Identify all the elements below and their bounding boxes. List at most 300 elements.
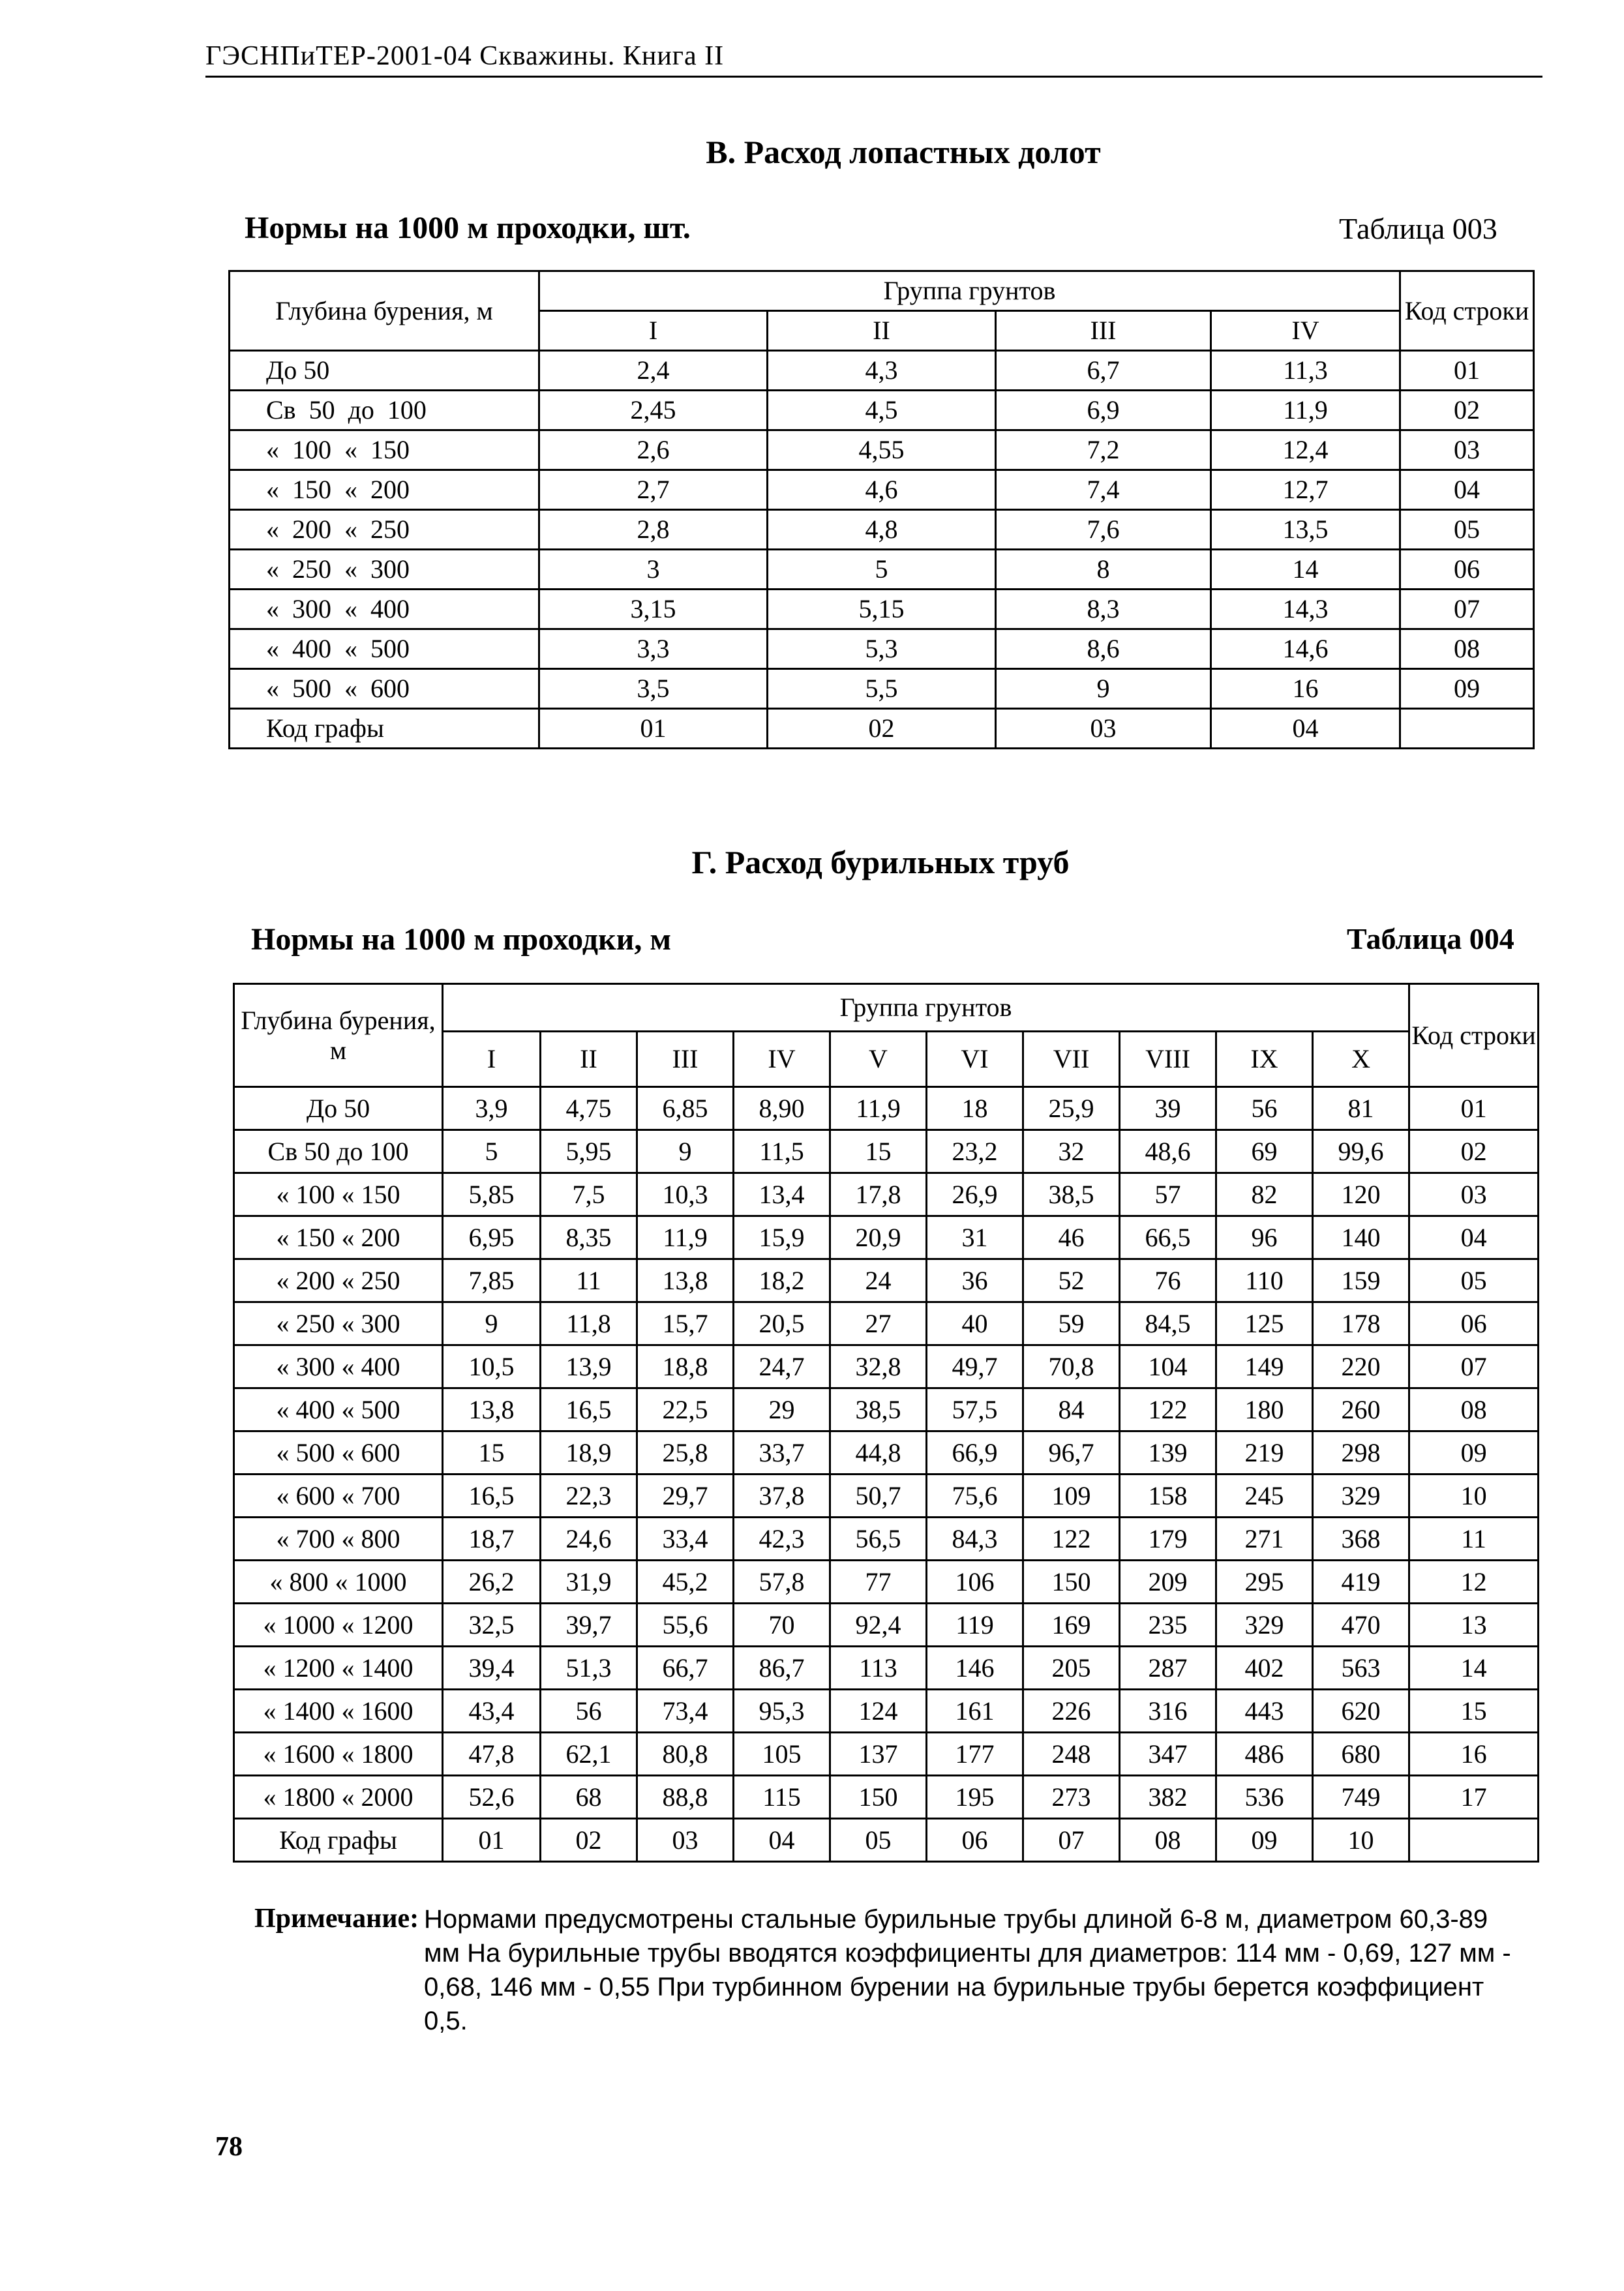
value-cell: 56 [541,1690,637,1733]
value-cell: 66,9 [927,1431,1023,1475]
column-code-cell: 02 [768,709,996,749]
value-cell: 419 [1313,1561,1409,1604]
value-cell: 4,6 [768,470,996,510]
value-cell: 110 [1216,1259,1313,1302]
row-code-cell: 04 [1409,1216,1539,1259]
value-cell: 31 [927,1216,1023,1259]
value-cell: 220 [1313,1345,1409,1388]
t004-group-col: II [541,1032,637,1087]
value-cell: 88,8 [637,1776,734,1819]
value-cell: 9 [996,669,1211,709]
value-cell: 57,5 [927,1388,1023,1431]
value-cell: 486 [1216,1733,1313,1776]
column-code-cell: 06 [927,1819,1023,1862]
value-cell: 11,9 [1211,391,1400,430]
value-cell: 57,8 [734,1561,830,1604]
t004-group-col: VII [1023,1032,1120,1087]
value-cell: 18,2 [734,1259,830,1302]
table-row [234,1647,1539,1690]
value-cell: 45,2 [637,1561,734,1604]
table-003-code-header: Код строки [1400,271,1534,351]
value-cell: 150 [830,1776,927,1819]
value-cell: 271 [1216,1518,1313,1561]
value-cell: 26,2 [443,1561,541,1604]
depth-cell: « 200 « 250 [230,510,539,550]
value-cell: 125 [1216,1302,1313,1345]
value-cell: 3,3 [539,629,768,669]
value-cell: 4,75 [541,1087,637,1130]
value-cell: 77 [830,1561,927,1604]
value-cell: 140 [1313,1216,1409,1259]
value-cell: 295 [1216,1561,1313,1604]
t004-group-col: X [1313,1032,1409,1087]
row-code-cell: 05 [1409,1259,1539,1302]
t004-group-col: IV [734,1032,830,1087]
value-cell: 12,7 [1211,470,1400,510]
column-code-cell: 02 [541,1819,637,1862]
value-cell: 20,5 [734,1302,830,1345]
value-cell: 82 [1216,1173,1313,1216]
table-003-body [230,351,1534,749]
value-cell: 7,5 [541,1173,637,1216]
table-004-group-header: Группа грунтов [443,984,1409,1032]
value-cell: 96 [1216,1216,1313,1259]
value-cell: 33,7 [734,1431,830,1475]
row-code-cell: 07 [1400,590,1534,629]
value-cell: 24 [830,1259,927,1302]
value-cell: 146 [927,1647,1023,1690]
value-cell: 6,95 [443,1216,541,1259]
table-row [230,550,1534,590]
value-cell: 42,3 [734,1518,830,1561]
depth-cell: « 300 « 400 [230,590,539,629]
value-cell: 287 [1120,1647,1216,1690]
value-cell: 4,55 [768,430,996,470]
section-g-title: Г. Расход бурильных труб [691,844,1070,880]
value-cell: 14 [1211,550,1400,590]
value-cell: 13,4 [734,1173,830,1216]
value-cell: 10,3 [637,1173,734,1216]
depth-cell: « 100 « 150 [234,1173,443,1216]
value-cell: 37,8 [734,1475,830,1518]
value-cell: 15,9 [734,1216,830,1259]
t004-group-col: VI [927,1032,1023,1087]
value-cell: 536 [1216,1776,1313,1819]
value-cell: 8 [996,550,1211,590]
value-cell: 2,8 [539,510,768,550]
value-cell: 122 [1023,1518,1120,1561]
value-cell: 66,7 [637,1647,734,1690]
row-code-cell: 14 [1409,1647,1539,1690]
row-code-cell: 10 [1409,1475,1539,1518]
depth-cell: « 1600 « 1800 [234,1733,443,1776]
value-cell: 113 [830,1647,927,1690]
t003-group-col: IV [1211,311,1400,351]
value-cell: 169 [1023,1604,1120,1647]
value-cell: 105 [734,1733,830,1776]
row-code-cell: 15 [1409,1690,1539,1733]
table-003 [228,270,1535,749]
table-003-group-header: Группа грунтов [539,271,1400,311]
value-cell: 49,7 [927,1345,1023,1388]
value-cell: 81 [1313,1087,1409,1130]
value-cell: 159 [1313,1259,1409,1302]
value-cell: 29 [734,1388,830,1431]
value-cell: 25,8 [637,1431,734,1475]
value-cell: 25,9 [1023,1087,1120,1130]
value-cell: 180 [1216,1388,1313,1431]
column-code-label: Код графы [230,709,539,749]
table-003-depth-header: Глубина бурения, м [230,271,539,351]
value-cell: 470 [1313,1604,1409,1647]
table-row [234,1733,1539,1776]
column-code-cell: 04 [734,1819,830,1862]
row-code-cell: 03 [1409,1173,1539,1216]
value-cell: 8,6 [996,629,1211,669]
value-cell: 7,4 [996,470,1211,510]
table-004 [233,983,1539,1863]
value-cell: 31,9 [541,1561,637,1604]
value-cell: 260 [1313,1388,1409,1431]
column-code-cell: 04 [1211,709,1400,749]
value-cell: 298 [1313,1431,1409,1475]
column-code-cell: 01 [539,709,768,749]
row-code-cell: 09 [1409,1431,1539,1475]
value-cell: 620 [1313,1690,1409,1733]
depth-cell: « 1400 « 1600 [234,1690,443,1733]
value-cell: 15 [830,1130,927,1173]
value-cell: 18 [927,1087,1023,1130]
value-cell: 39,4 [443,1647,541,1690]
value-cell: 5,85 [443,1173,541,1216]
table-row [234,1604,1539,1647]
table-row [234,1518,1539,1561]
t004-group-col: III [637,1032,734,1087]
value-cell: 18,9 [541,1431,637,1475]
t004-group-col: I [443,1032,541,1087]
depth-cell: Св 50 до 100 [230,391,539,430]
value-cell: 32,8 [830,1345,927,1388]
value-cell: 11,5 [734,1130,830,1173]
section-b-title: В. Расход лопастных долот [706,134,1101,170]
value-cell: 52 [1023,1259,1120,1302]
table-row [230,351,1534,391]
value-cell: 14,3 [1211,590,1400,629]
value-cell: 2,4 [539,351,768,391]
value-cell: 47,8 [443,1733,541,1776]
value-cell: 39 [1120,1087,1216,1130]
value-cell: 15 [443,1431,541,1475]
table-row [230,391,1534,430]
value-cell: 178 [1313,1302,1409,1345]
value-cell: 18,8 [637,1345,734,1388]
value-cell: 219 [1216,1431,1313,1475]
value-cell: 52,6 [443,1776,541,1819]
row-code-cell: 07 [1409,1345,1539,1388]
table-row [234,1087,1539,1130]
table-row [230,510,1534,550]
value-cell: 15,7 [637,1302,734,1345]
section-g-table-number: Таблица 004 [1347,922,1514,955]
row-code-cell: 16 [1409,1733,1539,1776]
value-cell: 13,8 [443,1388,541,1431]
table-row [234,1259,1539,1302]
row-code-cell: 05 [1400,510,1534,550]
value-cell: 16 [1211,669,1400,709]
value-cell: 158 [1120,1475,1216,1518]
value-cell: 84,3 [927,1518,1023,1561]
table-row [230,470,1534,510]
value-cell: 14,6 [1211,629,1400,669]
table-004-depth-header: Глубина бурения, м [234,984,443,1087]
table-row [234,1302,1539,1345]
value-cell: 11,3 [1211,351,1400,391]
value-cell: 226 [1023,1690,1120,1733]
value-cell: 84 [1023,1388,1120,1431]
depth-cell: « 250 « 300 [234,1302,443,1345]
row-code-cell: 13 [1409,1604,1539,1647]
row-code-cell: 09 [1400,669,1534,709]
section-b-norms: Нормы на 1000 м проходки, шт. [245,211,691,245]
value-cell: 124 [830,1690,927,1733]
row-code-cell: 02 [1409,1130,1539,1173]
value-cell: 149 [1216,1345,1313,1388]
value-cell: 69 [1216,1130,1313,1173]
value-cell: 109 [1023,1475,1120,1518]
value-cell: 368 [1313,1518,1409,1561]
value-cell: 11 [541,1259,637,1302]
table-004-code-header: Код строки [1409,984,1539,1087]
value-cell: 161 [927,1690,1023,1733]
depth-cell: « 400 « 500 [234,1388,443,1431]
value-cell: 563 [1313,1647,1409,1690]
value-cell: 137 [830,1733,927,1776]
value-cell: 96,7 [1023,1431,1120,1475]
value-cell: 3,5 [539,669,768,709]
value-cell: 8,3 [996,590,1211,629]
value-cell: 56 [1216,1087,1313,1130]
value-cell: 5,15 [768,590,996,629]
value-cell: 84,5 [1120,1302,1216,1345]
value-cell: 235 [1120,1604,1216,1647]
depth-cell: « 1200 « 1400 [234,1647,443,1690]
value-cell: 16,5 [443,1475,541,1518]
value-cell: 4,5 [768,391,996,430]
value-cell: 99,6 [1313,1130,1409,1173]
table-row [234,1690,1539,1733]
value-cell: 16,5 [541,1388,637,1431]
value-cell: 329 [1313,1475,1409,1518]
value-cell: 24,6 [541,1518,637,1561]
column-code-label: Код графы [234,1819,443,1862]
depth-cell: « 800 « 1000 [234,1561,443,1604]
value-cell: 56,5 [830,1518,927,1561]
value-cell: 273 [1023,1776,1120,1819]
depth-cell: До 50 [230,351,539,391]
value-cell: 57 [1120,1173,1216,1216]
value-cell: 23,2 [927,1130,1023,1173]
value-cell: 680 [1313,1733,1409,1776]
column-code-cell: 09 [1216,1819,1313,1862]
value-cell: 4,8 [768,510,996,550]
value-cell: 749 [1313,1776,1409,1819]
row-code-cell: 08 [1400,629,1534,669]
depth-cell: « 300 « 400 [234,1345,443,1388]
section-b-table-number: Таблица 003 [1339,212,1497,245]
value-cell: 104 [1120,1345,1216,1388]
table-row [234,1475,1539,1518]
row-code-cell: 08 [1409,1388,1539,1431]
value-cell: 32 [1023,1130,1120,1173]
table-row [234,1561,1539,1604]
table-row [234,1388,1539,1431]
value-cell: 39,7 [541,1604,637,1647]
table-row [230,669,1534,709]
value-cell: 5,3 [768,629,996,669]
value-cell: 5,95 [541,1130,637,1173]
column-code-cell: 05 [830,1819,927,1862]
value-cell: 122 [1120,1388,1216,1431]
column-code-row [230,709,1534,749]
value-cell: 5 [443,1130,541,1173]
depth-cell: Св 50 до 100 [234,1130,443,1173]
value-cell: 8,35 [541,1216,637,1259]
value-cell: 316 [1120,1690,1216,1733]
value-cell: 70,8 [1023,1345,1120,1388]
value-cell: 95,3 [734,1690,830,1733]
table-004-body [234,1087,1539,1862]
value-cell: 443 [1216,1690,1313,1733]
value-cell: 27 [830,1302,927,1345]
value-cell: 51,3 [541,1647,637,1690]
empty-cell [1400,709,1534,749]
row-code-cell: 01 [1409,1087,1539,1130]
depth-cell: « 250 « 300 [230,550,539,590]
value-cell: 119 [927,1604,1023,1647]
row-code-cell: 06 [1400,550,1534,590]
value-cell: 2,45 [539,391,768,430]
value-cell: 2,6 [539,430,768,470]
row-code-cell: 12 [1409,1561,1539,1604]
value-cell: 33,4 [637,1518,734,1561]
table-row [234,1431,1539,1475]
value-cell: 11,8 [541,1302,637,1345]
value-cell: 26,9 [927,1173,1023,1216]
column-code-cell: 08 [1120,1819,1216,1862]
table-row [230,629,1534,669]
value-cell: 55,6 [637,1604,734,1647]
value-cell: 86,7 [734,1647,830,1690]
depth-cell: До 50 [234,1087,443,1130]
t004-group-col: VIII [1120,1032,1216,1087]
column-code-row [234,1819,1539,1862]
value-cell: 106 [927,1561,1023,1604]
column-code-cell: 10 [1313,1819,1409,1862]
value-cell: 9 [637,1130,734,1173]
value-cell: 59 [1023,1302,1120,1345]
value-cell: 17,8 [830,1173,927,1216]
value-cell: 195 [927,1776,1023,1819]
table-row [234,1216,1539,1259]
table-row [230,590,1534,629]
depth-cell: « 200 « 250 [234,1259,443,1302]
value-cell: 8,90 [734,1087,830,1130]
t003-group-col: II [768,311,996,351]
value-cell: 50,7 [830,1475,927,1518]
page-number: 78 [215,2132,243,2162]
value-cell: 11,9 [830,1087,927,1130]
value-cell: 75,6 [927,1475,1023,1518]
value-cell: 5 [768,550,996,590]
value-cell: 36 [927,1259,1023,1302]
row-code-cell: 06 [1409,1302,1539,1345]
value-cell: 120 [1313,1173,1409,1216]
value-cell: 3 [539,550,768,590]
value-cell: 13,9 [541,1345,637,1388]
section-g-norms: Нормы на 1000 м проходки, м [251,922,672,957]
depth-cell: « 150 « 200 [230,470,539,510]
value-cell: 7,85 [443,1259,541,1302]
note-text: Нормами предусмотрены стальные бурильные трубы длиной 6-8 м, диаметром 60,3-89 мм На бурильные трубы вводятся коэффициенты для диаметров: 114 мм - 0,69, 127 мм - 0,68, 146 мм - 0,55 При турбинном бурении на бурильные трубы берется коэффициент 0,5. [424,1904,1511,2035]
value-cell: 73,4 [637,1690,734,1733]
value-cell: 76 [1120,1259,1216,1302]
value-cell: 179 [1120,1518,1216,1561]
table-row [234,1345,1539,1388]
row-code-cell: 01 [1400,351,1534,391]
value-cell: 70 [734,1604,830,1647]
depth-cell: « 100 « 150 [230,430,539,470]
value-cell: 29,7 [637,1475,734,1518]
value-cell: 7,6 [996,510,1211,550]
value-cell: 22,5 [637,1388,734,1431]
depth-cell: « 1800 « 2000 [234,1776,443,1819]
value-cell: 7,2 [996,430,1211,470]
depth-cell: « 600 « 700 [234,1475,443,1518]
value-cell: 205 [1023,1647,1120,1690]
depth-cell: « 500 « 600 [230,669,539,709]
value-cell: 329 [1216,1604,1313,1647]
t004-group-col: IX [1216,1032,1313,1087]
running-header: ГЭСНПиТЕР-2001-04 Скважины. Книга II [205,40,1542,78]
value-cell: 248 [1023,1733,1120,1776]
value-cell: 115 [734,1776,830,1819]
t003-group-col: I [539,311,768,351]
value-cell: 22,3 [541,1475,637,1518]
value-cell: 43,4 [443,1690,541,1733]
value-cell: 139 [1120,1431,1216,1475]
column-code-cell: 01 [443,1819,541,1862]
value-cell: 6,9 [996,391,1211,430]
value-cell: 209 [1120,1561,1216,1604]
column-code-cell: 03 [996,709,1211,749]
row-code-cell: 17 [1409,1776,1539,1819]
table-row [234,1130,1539,1173]
table-row [234,1776,1539,1819]
value-cell: 9 [443,1302,541,1345]
table-row [230,430,1534,470]
t004-group-col: V [830,1032,927,1087]
value-cell: 80,8 [637,1733,734,1776]
depth-cell: « 1000 « 1200 [234,1604,443,1647]
value-cell: 177 [927,1733,1023,1776]
value-cell: 150 [1023,1561,1120,1604]
value-cell: 38,5 [1023,1173,1120,1216]
depth-cell: « 500 « 600 [234,1431,443,1475]
value-cell: 38,5 [830,1388,927,1431]
value-cell: 3,15 [539,590,768,629]
value-cell: 13,5 [1211,510,1400,550]
value-cell: 11,9 [637,1216,734,1259]
